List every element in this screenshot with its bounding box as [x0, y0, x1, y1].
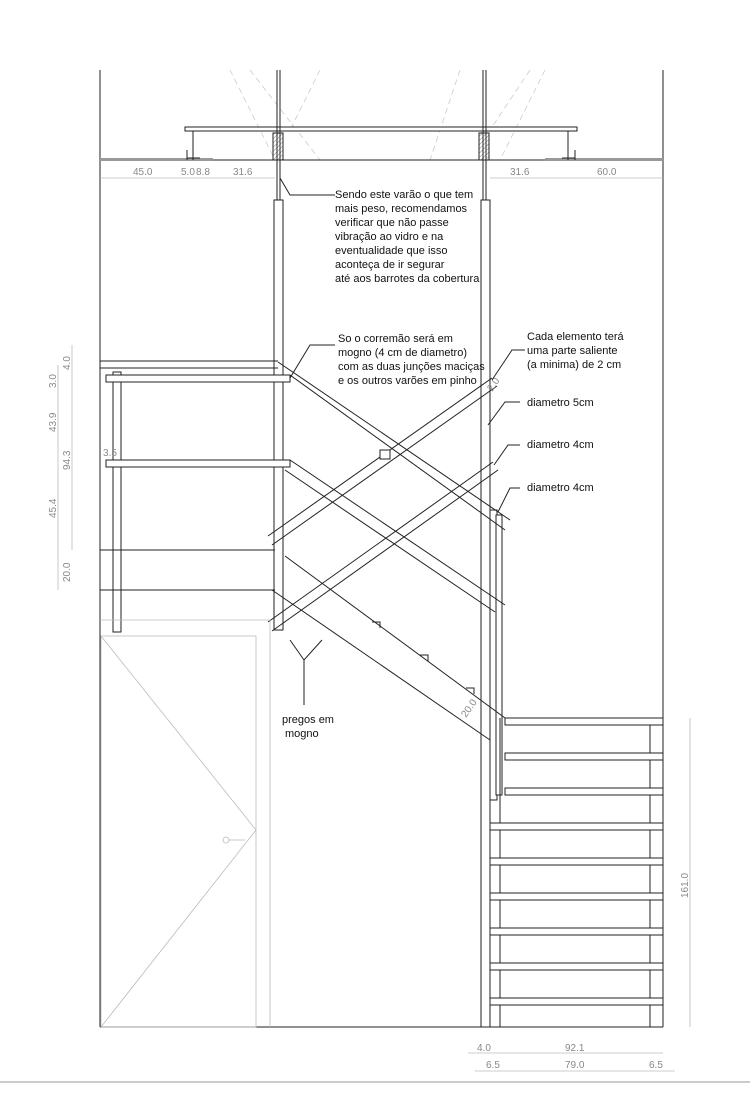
dim-text: 92.1 [565, 1043, 585, 1054]
element-protrusion-note: Cada elemento terá uma parte saliente (a minima) de 2 cm [527, 331, 624, 371]
roof-beam [185, 127, 577, 160]
nails-note: pregos em mogno [282, 714, 334, 740]
dim-text: 31.6 [233, 167, 253, 178]
stair-tread [490, 928, 663, 935]
stair-tread [490, 823, 663, 830]
hatched-post-right [479, 133, 489, 160]
left-railing [100, 361, 290, 632]
stair-tread [490, 998, 663, 1005]
dim-text: 5.0 [181, 167, 195, 178]
stair-tread [490, 963, 663, 970]
bottom-dimensions [468, 1043, 675, 1071]
dim-text: 20.0 [62, 562, 73, 582]
hatched-post-left [273, 133, 283, 160]
dim-text: 161.0 [680, 872, 691, 898]
door [101, 620, 270, 1027]
dim-text: 60.0 [597, 167, 617, 178]
rod-weight-note: Sendo este varão o que tem mais peso, recomendamos verificar que não passe vibração ao vidro e na eventualidade que isso aconteça de ir segurar até aos barrotes da cobertura [335, 189, 480, 285]
dim-text: 45.0 [133, 167, 153, 178]
handrail-material-note: So o corremão será em mogno (4 cm de diametro) com as duas junções maciças e os outros varões em pinho [338, 333, 485, 387]
diagonal-handrails [268, 362, 510, 631]
dim-text: 6.5 [486, 1060, 500, 1071]
dim-text: 8.8 [196, 167, 210, 178]
top-dimensions [100, 167, 663, 178]
right-dimension [680, 718, 691, 1027]
dim-text: 3.5 [103, 448, 117, 459]
door-handle-icon [223, 837, 229, 843]
stair-tread [505, 718, 663, 725]
stair-tread [505, 788, 663, 795]
dim-text: 43.9 [48, 412, 59, 432]
dim-text: 3.0 [48, 374, 59, 388]
dim-text: 79.0 [565, 1060, 585, 1071]
dim-text: 4.0 [62, 356, 73, 370]
diameter-note: diametro 5cm [527, 397, 594, 409]
dim-text: 4.0 [477, 1043, 491, 1054]
stringer-dim: 20.0 [459, 697, 480, 720]
stair-tread [490, 893, 663, 900]
stair-tread [490, 858, 663, 865]
dim-text: 6.5 [649, 1060, 663, 1071]
dim-text: 94.3 [62, 450, 73, 470]
dim-text: 31.6 [510, 167, 530, 178]
dim-text: 45.4 [48, 498, 59, 518]
diameter-note: diametro 4cm [527, 482, 594, 494]
diameter-note: diametro 4cm [527, 439, 594, 451]
right-stair-steps [490, 718, 663, 1027]
stair-tread [505, 753, 663, 760]
protrusion-dim: 2.0 [485, 376, 503, 394]
